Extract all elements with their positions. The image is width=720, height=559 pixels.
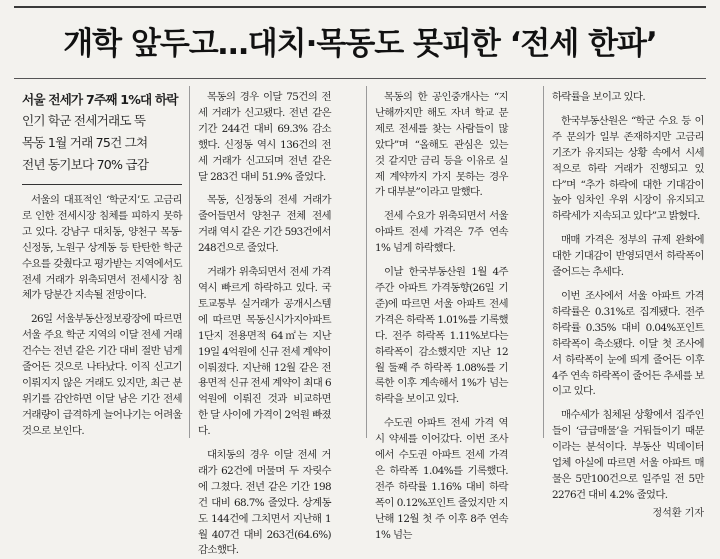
article-paragraph: 하락률을 보이고 있다. xyxy=(552,91,646,103)
article-paragraph: 이날 한국부동산원 1월 4주 주간 아파트 가격동향(26일 기준)에 따르면 서울 아파트 전세 가격은 하락폭 1.01%를 기록했다. 전주 하락폭 1.11%보다는 하락폭이 감소했지만 지난 12월 둘째 주 하락폭 1.08%를 기록한 이후 계속해서 1%가 넘는 하락을 보이고 있다. xyxy=(375,266,508,406)
article-column-1 xyxy=(22,90,182,438)
article-paragraph: 수도권 아파트 전세 가격 역시 약세를 이어갔다. 이번 조사에서 수도권 아파트 전세 가격은 하락폭 1.04%를 기록했다. 전주 하락률 1.16% 대비 하락폭이 0.12%포인트 줄었지만 지난해 12월 첫 주 이후 8주 연속 1% 넘는 xyxy=(375,417,508,541)
article-paragraph: 매수세가 침체된 상황에서 집주인들이 ‘급급매물’을 거둬들이기 때문이라는 분석이다. 부동산 빅데이터 업체 아실에 따르면 서울 아파트 매물은 5만100건으로 일주일 전 5만2276건 대비 4.2% 줄었다. xyxy=(552,409,704,501)
article-paragraph: 매매 가격은 정부의 규제 완화에 대한 기대감이 반영되면서 하락폭이 줄어드는 추세다. xyxy=(552,234,704,279)
subheadline-line: 목동 1월 거래 75건 그쳐 xyxy=(22,135,148,150)
subheadline-line: 인기 학군 전세거래도 뚝 xyxy=(22,113,146,128)
article-paragraph: 목동의 한 공인중개사는 “지난해까지만 해도 자녀 학교 문제로 전세를 찾는 사람들이 많았다”며 “올해도 관심은 있는 것 같지만 금리 등을 이유로 실제 계약까지 가지 못하는 경우가 대부분”이라고 말했다. xyxy=(375,91,508,199)
subheadline-line: 전년 동기보다 70% 급감 xyxy=(22,157,149,172)
column-divider xyxy=(189,86,190,438)
article-paragraph: 전세 수요가 위축되면서 서울 아파트 전세 가격은 7주 연속 1% 넘게 하락했다. xyxy=(375,210,508,255)
subheadline-lead: 서울 전세가 7주째 1%대 하락 xyxy=(22,92,178,107)
article-paragraph: 한국부동산원은 “학군 수요 등 이주 문의가 일부 존재하지만 고금리 기조가 유지되는 상황 속에서 시세적으로 하락 거래가 진행되고 있다”며 “추가 하락에 대한 기대감이 높아 임차인 우위 시장이 유지되고 하락세가 지속되고 있다”고 밝혔다. xyxy=(552,114,704,223)
article-paragraph: 서울의 대표적인 ‘학군지’도 고금리로 인한 전세시장 침체를 피하지 못하고 있다. 강남구 대치동, 양천구 목동·신정동, 노원구 상계동 등 탄탄한 학군 수요를 갖췄다고 평가받는 지역에서도 전세 거래가 위축되면서 전세시장 침체가 당분간 지속될 전망이다. xyxy=(22,194,182,302)
article-paragraph: 거래가 위축되면서 전세 가격 역시 빠르게 하락하고 있다. 국토교통부 실거래가 공개시스템에 따르면 목동신시가지아파트 1단지 전용면적 64㎡는 지난 19일 4억원에 신규 전세 계약이 이뤄졌다. 지난해 12월 같은 전용면적 신규 전세 계약이 최대 6억원에 이뤄진 것과 비교하면 한 달 사이에 가격이 2억원 빠졌다. xyxy=(198,266,331,438)
headline-rule xyxy=(14,78,706,79)
article-column-2 xyxy=(198,90,331,557)
column-divider xyxy=(366,86,367,438)
article-paragraph: 목동의 경우 이달 75건의 전세 거래가 신고됐다. 전년 같은 기간 244건 대비 69.3% 감소했다. 신정동 역시 136건의 전세 거래가 신고되며 전년 같은 달 283건 대비 51.9% 줄었다. xyxy=(198,91,331,183)
top-rule xyxy=(14,6,706,8)
article-paragraph: 26일 서울부동산정보광장에 따르면 서울 주요 학군 지역의 이달 전세 거래 건수는 전년 같은 기간 대비 절반 넘게 줄어든 것으로 나타났다. 이직 신고기 이뤄지지 않은 거래도 있지만, 최근 분위기를 감안하면 이달 남은 기간 전세거래량이 급격하게 늘어나기는 어려울 것으로 보인다. xyxy=(22,313,182,437)
article-column-4 xyxy=(552,90,704,519)
article-column-3 xyxy=(375,90,508,541)
headline: 개학 앞두고…대치·목동도 못피한 ‘전세 한파’ xyxy=(63,26,657,62)
article-paragraph: 대치동의 경우 이달 전세 거래가 62건에 머물며 두 자릿수에 그쳤다. 전년 같은 기간 198건 대비 68.7% 줄었다. 상계동도 144건에 그치면서 지난해 1월 407건 대비 263건(64.6%) 감소했다. xyxy=(198,449,331,557)
byline: 정석환 기자 xyxy=(652,507,704,519)
article-paragraph: 이번 조사에서 서울 아파트 가격 하락률은 0.31%로 집계됐다. 전주 하락률 0.35% 대비 0.04%포인트 하락폭이 축소됐다. 이달 첫 조사에서 하락폭이 눈에 띄게 줄어든 이후 4주 연속 하락폭이 줄어든 추세를 보이고 있다. xyxy=(552,289,704,398)
subheadline-block xyxy=(22,90,182,185)
column-divider xyxy=(543,86,544,438)
article-paragraph: 목동, 신정동의 전세 거래가 줄어들면서 양천구 전체 전세 거래 역시 같은 기간 593건에서 248건으로 줄었다. xyxy=(198,194,331,255)
